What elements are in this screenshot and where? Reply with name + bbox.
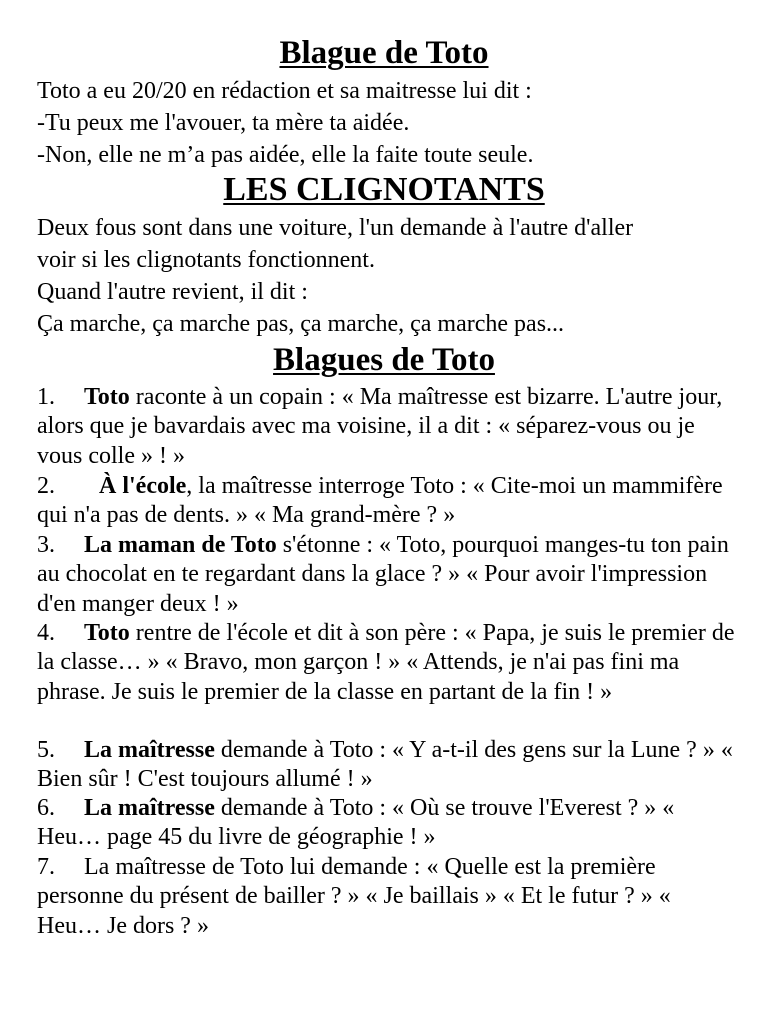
list-item-2 bbox=[37, 472, 737, 531]
title-les-clignotants: LES CLIGNOTANTS bbox=[223, 171, 545, 208]
list-item-number: 5. bbox=[37, 737, 55, 763]
list-item-text: raconte à un copain : « Ma maîtresse est bizarre. L'autre jour, alors que je bavardais avec ma voisine, il a dit : « séparez-vous ou je vous colle » ! » bbox=[37, 384, 723, 469]
list-item-5 bbox=[37, 736, 737, 795]
list-item-number: 7. bbox=[37, 854, 55, 880]
title-blagues-de-toto: Blagues de Toto bbox=[273, 342, 495, 378]
joke1-line-3: -Non, elle ne m’a pas aidée, elle la faite toute seule. bbox=[37, 142, 534, 168]
list-item-text: rentre de l'école et dit à son père : « Papa, je suis le premier de la classe… » « Bravo, mon garçon ! » « Attends, je n'ai pas fini ma phrase. Je suis le premier de la classe en partant de la fin ! » bbox=[37, 620, 735, 705]
list-item-text: La maîtresse de Toto lui demande : « Quelle est la première personne du présent de bailler ? » « Je baillais » « Et le futur ? » « Heu… Je dors ? » bbox=[37, 854, 671, 939]
list-item-lead: La maîtresse bbox=[84, 795, 215, 821]
list-item-6 bbox=[37, 794, 737, 853]
joke2-line-1: Deux fous sont dans une voiture, l'un demande à l'autre d'aller bbox=[37, 215, 634, 241]
list-item-1 bbox=[37, 383, 737, 471]
list-item-number: 6. bbox=[37, 795, 55, 821]
list-item-lead: La maîtresse bbox=[84, 737, 215, 763]
joke2-line-4: Ça marche, ça marche pas, ça marche, ça marche pas... bbox=[37, 311, 565, 337]
list-item-lead: Toto bbox=[84, 384, 130, 410]
list-item-number: 1. bbox=[37, 384, 55, 410]
list-item-3 bbox=[37, 531, 737, 619]
list-item-number: 4. bbox=[37, 620, 55, 646]
list-item-text: demande à Toto : « Où se trouve l'Everest ? » « Heu… page 45 du livre de géographie ! » bbox=[37, 795, 675, 851]
joke1-line-2: -Tu peux me l'avouer, ta mère ta aidée. bbox=[37, 110, 410, 136]
list-item-lead: Toto bbox=[84, 620, 130, 646]
list-item-text: demande à Toto : « Y a-t-il des gens sur la Lune ? » « Bien sûr ! C'est toujours allumé ! » bbox=[37, 737, 733, 793]
list-item-text: s'étonne : « Toto, pourquoi manges-tu ton pain au chocolat en te regardant dans la glace ? » « Pour avoir l'impression d'en manger deux ! » bbox=[37, 532, 729, 617]
list-item-text: , la maîtresse interroge Toto : « Cite-moi un mammifère qui n'a pas de dents. » « Ma grand-mère ? » bbox=[37, 473, 723, 529]
joke1-line-1: Toto a eu 20/20 en rédaction et sa maitresse lui dit : bbox=[37, 78, 532, 104]
list-item-lead: La maman de Toto bbox=[84, 532, 277, 558]
list-item-lead: À l'école bbox=[99, 473, 187, 499]
list-item-number: 2. bbox=[37, 473, 55, 499]
title-blague-de-toto: Blague de Toto bbox=[279, 35, 489, 71]
joke2-line-3: Quand l'autre revient, il dit : bbox=[37, 279, 308, 305]
list-item-4 bbox=[37, 619, 737, 707]
list-item-number: 3. bbox=[37, 532, 55, 558]
joke2-line-2: voir si les clignotants fonctionnent. bbox=[37, 247, 375, 273]
list-item-7 bbox=[37, 853, 737, 941]
